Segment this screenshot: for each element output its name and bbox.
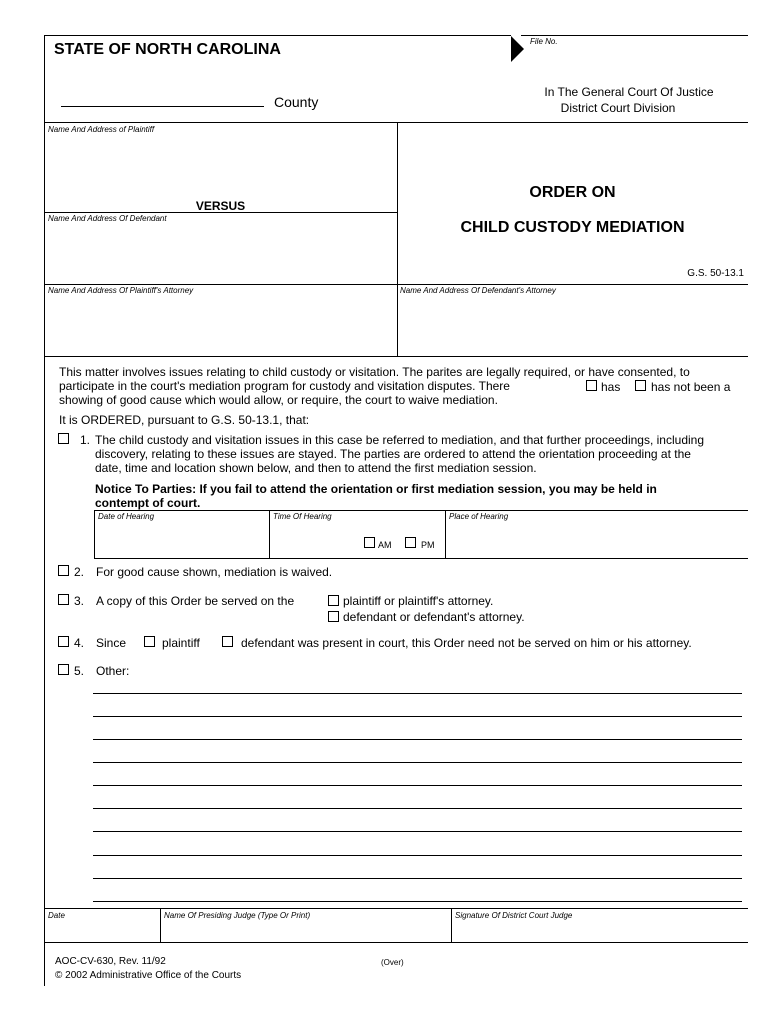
item-5-checkbox[interactable] — [58, 664, 69, 675]
defendant-label: Name And Address Of Defendant — [48, 214, 167, 223]
item-4-number: 4. — [74, 636, 85, 650]
plaintiff-attorney-label: Name And Address Of Plaintiff's Attorney — [48, 286, 194, 295]
item-1-line-3: date, time and location shown below, and then to attend the first mediation session. — [95, 461, 537, 475]
item-1-number: 1. — [80, 433, 91, 447]
other-line[interactable] — [93, 855, 742, 856]
item-4-since: Since — [96, 636, 127, 650]
am-checkbox[interactable] — [364, 537, 375, 548]
intro-line-3: showing of good cause which would allow, or require, the court to waive mediation. — [59, 393, 498, 407]
present-plaintiff-checkbox[interactable] — [144, 636, 155, 647]
county-label: County — [274, 94, 319, 110]
am-label: AM — [378, 540, 392, 550]
time-of-hearing-field[interactable] — [272, 522, 360, 557]
plaintiff-field[interactable] — [44, 135, 397, 195]
over-label: (Over) — [381, 958, 404, 967]
judge-name-field[interactable] — [161, 921, 450, 941]
date-of-hearing-label: Date of Hearing — [98, 512, 155, 521]
place-of-hearing-field[interactable] — [447, 522, 747, 557]
state-title: STATE OF NORTH CAROLINA — [54, 41, 281, 58]
has-label: has — [601, 380, 621, 394]
date-of-hearing-field[interactable] — [95, 522, 268, 557]
statute-reference: G.S. 50-13.1 — [687, 268, 744, 279]
item-1-checkbox[interactable] — [58, 433, 69, 444]
has-checkbox[interactable] — [586, 380, 597, 391]
other-line[interactable] — [93, 739, 742, 740]
has-not-label: has not been a — [651, 380, 731, 394]
other-line[interactable] — [93, 831, 742, 832]
serve-defendant-checkbox[interactable] — [328, 611, 339, 622]
item-1-line-1: The child custody and visitation issues in this case be referred to mediation, and that further proceedings, including — [95, 433, 705, 447]
pm-label: PM — [421, 540, 435, 550]
court-line-2: District Court Division — [560, 101, 676, 115]
date-field[interactable] — [45, 921, 159, 941]
judge-name-label: Name Of Presiding Judge (Type Or Print) — [164, 911, 311, 920]
other-line[interactable] — [93, 901, 742, 902]
file-no-arrow-icon — [511, 36, 525, 62]
item-5-text: Other: — [96, 664, 130, 678]
present-plaintiff-label: plaintiff — [162, 636, 200, 650]
form-number: AOC-CV-630, Rev. 11/92 — [55, 956, 166, 967]
other-line[interactable] — [93, 808, 742, 809]
county-input-line[interactable] — [61, 106, 264, 107]
item-4-rest: defendant was present in court, this Order need not be served on him or his attorney. — [241, 636, 692, 650]
place-of-hearing-label: Place of Hearing — [449, 512, 509, 521]
notice-line-2: contempt of court. — [95, 496, 201, 510]
ordered-statement: It is ORDERED, pursuant to G.S. 50-13.1, that: — [59, 413, 310, 427]
pm-checkbox[interactable] — [405, 537, 416, 548]
order-title-line-1: ORDER ON — [529, 184, 616, 201]
item-4-checkbox[interactable] — [58, 636, 69, 647]
item-3-text: A copy of this Order be served on the — [96, 594, 295, 608]
defendant-attorney-label: Name And Address Of Defendant's Attorney — [400, 286, 556, 295]
other-line[interactable] — [93, 785, 742, 786]
item-3-number: 3. — [74, 594, 85, 608]
present-defendant-checkbox[interactable] — [222, 636, 233, 647]
item-3-checkbox[interactable] — [58, 594, 69, 605]
signature-field[interactable] — [452, 921, 747, 941]
plaintiff-label: Name And Address of Plaintiff — [48, 125, 155, 134]
other-line[interactable] — [93, 762, 742, 763]
other-line[interactable] — [93, 878, 742, 879]
other-line[interactable] — [93, 716, 742, 717]
serve-defendant-label: defendant or defendant's attorney. — [343, 610, 525, 624]
item-5-number: 5. — [74, 664, 85, 678]
date-label: Date — [48, 911, 65, 920]
item-1-line-2: discovery, relating to these issues are stayed. The parties are ordered to attend the orientation proceeding at the — [95, 447, 691, 461]
file-no-label: File No. — [530, 37, 558, 46]
intro-line-1: This matter involves issues relating to child custody or visitation. The parites are legally required, or have consented, to — [59, 365, 690, 379]
notice-line-1: Notice To Parties: If you fail to attend the orientation or first mediation session, you may be held in — [95, 482, 657, 496]
versus-label: VERSUS — [195, 199, 246, 213]
item-2-text: For good cause shown, mediation is waived. — [96, 565, 333, 579]
order-title-line-2: CHILD CUSTODY MEDIATION — [460, 219, 685, 236]
signature-label: Signature Of District Court Judge — [455, 911, 573, 920]
defendant-field[interactable] — [44, 225, 397, 282]
serve-plaintiff-label: plaintiff or plaintiff's attorney. — [343, 594, 494, 608]
has-not-checkbox[interactable] — [635, 380, 646, 391]
copyright: © 2002 Administrative Office of the Courts — [55, 970, 242, 981]
intro-line-2: participate in the court's mediation program for custody and visitation disputes. There — [59, 379, 510, 393]
other-line[interactable] — [93, 693, 742, 694]
plaintiff-attorney-field[interactable] — [44, 296, 397, 354]
court-line-1: In The General Court Of Justice — [544, 85, 714, 99]
defendant-attorney-field[interactable] — [398, 296, 748, 354]
item-2-checkbox[interactable] — [58, 565, 69, 576]
time-of-hearing-label: Time Of Hearing — [273, 512, 332, 521]
item-2-number: 2. — [74, 565, 85, 579]
serve-plaintiff-checkbox[interactable] — [328, 595, 339, 606]
